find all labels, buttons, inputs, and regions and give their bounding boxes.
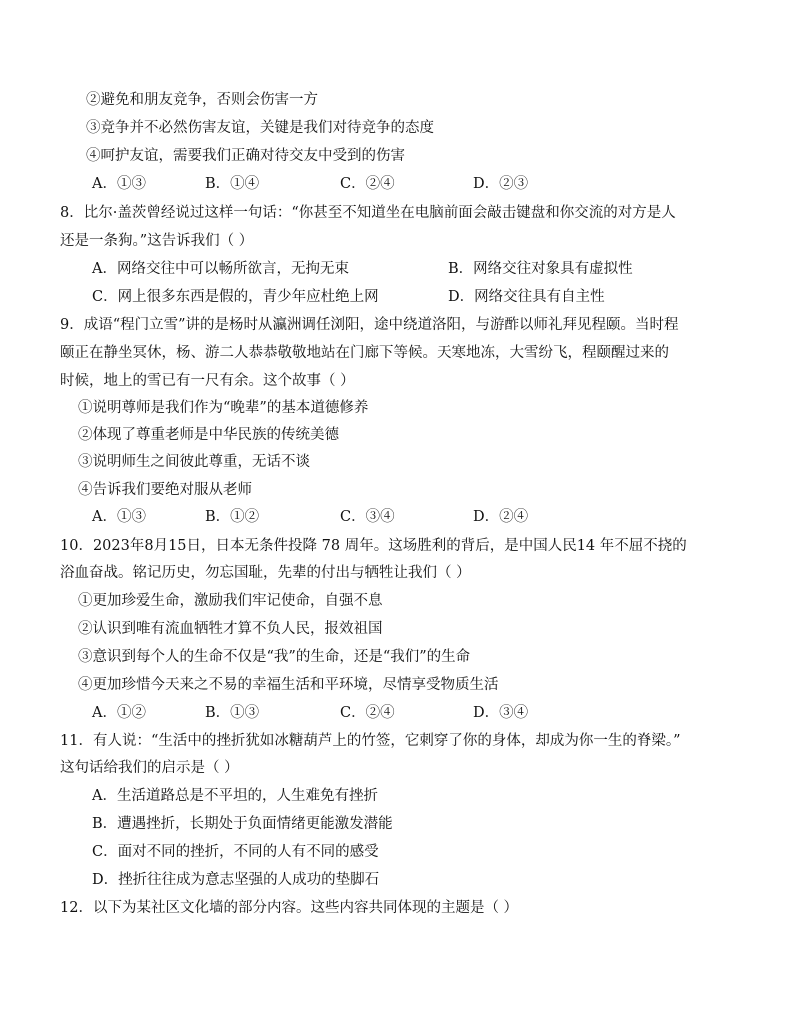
q10-item-3: ③意识到每个人的生命不仅是“我”的生命，还是“我们”的生命 (78, 649, 471, 665)
q9-option-d: D．②④ (473, 509, 529, 525)
q9-option-a: A．①③ (92, 509, 146, 525)
q8-option-a: A．网络交往中可以畅所欲言，无拘无束 (92, 261, 349, 277)
q7-option-a: A．①③ (92, 176, 146, 192)
q10-stem-line2: 浴血奋战。铭记历史，勿忘国耻，先辈的付出与牺牲让我们（ ） (60, 565, 471, 581)
q11-option-b: B．遭遇挫折，长期处于负面情绪更能激发潜能 (92, 816, 393, 832)
q7-item-2: ②避免和朋友竞争，否则会伤害一方 (86, 92, 318, 108)
q9-option-c: C．③④ (340, 509, 395, 525)
q11-stem-line1: 11．有人说：“生活中的挫折犹如冰糖葫芦上的竹签，它刺穿了你的身体，却成为你一生的脊梁。” (60, 733, 681, 749)
q9-item-4: ④告诉我们要绝对服从老师 (78, 482, 252, 498)
q10-item-2: ②认识到唯有流血牺牲才算不负人民，报效祖国 (78, 621, 383, 637)
q10-option-c: C．②④ (340, 705, 395, 721)
q9-stem-line2: 颐正在静坐冥休，杨、游二人恭恭敬敬地站在门廊下等候。天寒地冻，大雪纷飞，程颐醒过来的 (60, 345, 669, 361)
q7-option-b: B．①④ (205, 176, 260, 192)
q9-item-1: ①说明尊师是我们作为“晚辈”的基本道德修养 (78, 400, 369, 416)
q10-option-b: B．①③ (205, 705, 260, 721)
q10-option-a: A．①② (92, 705, 146, 721)
q11-option-c: C．面对不同的挫折，不同的人有不同的感受 (92, 844, 379, 860)
q9-item-2: ②体现了尊重老师是中华民族的传统美德 (78, 427, 339, 443)
q9-option-b: B．①② (205, 509, 260, 525)
q11-option-d: D．挫折往往成为意志坚强的人成功的垫脚石 (92, 872, 380, 888)
q7-option-c: C．②④ (340, 176, 395, 192)
q9-stem-line3: 时候，地上的雪已有一尺有余。这个故事（ ） (60, 373, 355, 389)
q10-item-1: ①更加珍爱生命，激励我们牢记使命，自强不息 (78, 593, 383, 609)
q8-option-c: C．网上很多东西是假的，青少年应杜绝上网 (92, 289, 379, 305)
q7-item-3: ③竞争并不必然伤害友谊，关键是我们对待竞争的态度 (86, 120, 434, 136)
q9-item-3: ③说明师生之间彼此尊重，无话不谈 (78, 454, 310, 470)
q7-option-d: D．②③ (473, 176, 529, 192)
q8-option-b: B．网络交往对象具有虚拟性 (448, 261, 633, 277)
q10-stem-line1: 10．2023年8月15日，日本无条件投降 78 周年。这场胜利的背后，是中国人民14 年不屈不挠的 (60, 538, 687, 554)
q8-option-d: D．网络交往具有自主性 (448, 289, 605, 305)
q10-option-d: D．③④ (473, 705, 529, 721)
q9-stem-line1: 9．成语“程门立雪”讲的是杨时从瀛洲调任浏阳，途中绕道洛阳，与游酢以师礼拜见程颐。当时程 (60, 317, 679, 333)
q12-stem-line1: 12．以下为某社区文化墙的部分内容。这些内容共同体现的主题是（ ） (60, 900, 519, 916)
q11-stem-line2: 这句话给我们的启示是（ ） (60, 760, 239, 776)
q10-item-4: ④更加珍惜今天来之不易的幸福生活和平环境，尽情享受物质生活 (78, 677, 499, 693)
q7-item-4: ④呵护友谊，需要我们正确对待交友中受到的伤害 (86, 148, 405, 164)
q11-option-a: A．生活道路总是不平坦的，人生难免有挫折 (92, 788, 378, 804)
q8-stem-line2: 还是一条狗。”这告诉我们（ ） (60, 233, 254, 249)
q8-stem-line1: 8．比尔·盖茨曾经说过这样一句话：“你甚至不知道坐在电脑前面会敲击键盘和你交流的对方是人 (60, 205, 676, 221)
